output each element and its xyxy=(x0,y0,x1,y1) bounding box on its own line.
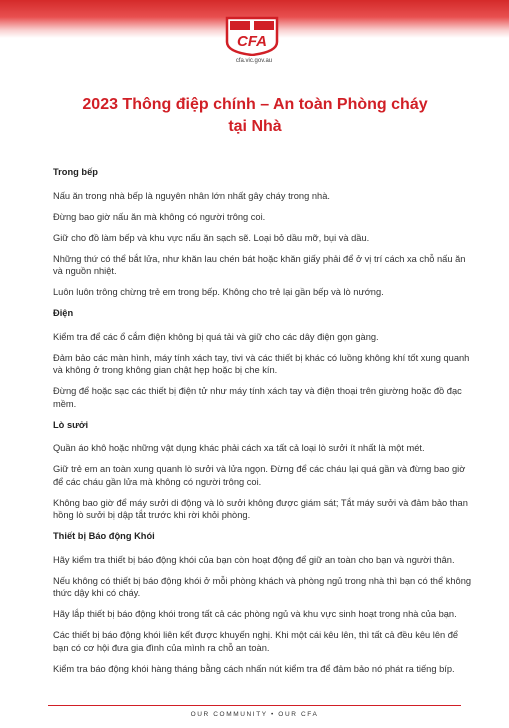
section-heading-electrical: Điện xyxy=(53,308,74,318)
logo-url: cfa.vic.gov.au xyxy=(235,58,273,64)
paragraph: Kiểm tra để các ổ cắm điện không bị quá tải và giữ cho các dây điện gọn gàng. xyxy=(53,331,379,342)
section-heading-kitchen: Trong bếp xyxy=(53,167,98,177)
page-title-line-2: tại Nhà xyxy=(228,118,282,135)
footer-divider xyxy=(48,705,461,706)
document-body xyxy=(53,166,473,684)
paragraph: Đừng để hoặc sạc các thiết bị điện tử như máy tính xách tay và điện thoại trên giường hoặc đồ đạc mềm. xyxy=(53,386,462,409)
cfa-logo-icon xyxy=(225,16,279,56)
paragraph: Giữ cho đồ làm bếp và khu vực nấu ăn sạch sẽ. Loại bỏ dầu mỡ, bụi và dầu. xyxy=(53,232,370,243)
paragraph: Các thiết bị báo động khói liên kết được khuyến nghị. Khi một cái kêu lên, thì tất cả đều kêu lên để bạn có cơ hội đưa gia đình của mình ra chỗ an toàn. xyxy=(53,630,459,653)
paragraph: Nếu không có thiết bị báo động khói ở mỗi phòng khách và phòng ngủ trong nhà thì bạn có thể không thức dậy khi có cháy. xyxy=(53,575,472,598)
page-title xyxy=(40,94,470,138)
paragraph: Những thứ có thể bắt lửa, như khăn lau chén bát hoặc khăn giấy phải để ở vị trí cách xa chỗ nấu ăn và nguồn nhiệt. xyxy=(53,253,466,276)
paragraph: Đừng bao giờ nấu ăn mà không có người trông coi. xyxy=(53,211,266,222)
paragraph: Hãy kiểm tra thiết bị báo động khói của bạn còn hoạt động để giữ an toàn cho bạn và người thân. xyxy=(53,554,455,565)
paragraph: Kiểm tra báo động khói hàng tháng bằng cách nhấn nút kiểm tra để đảm bảo nó phát ra tiếng bíp. xyxy=(53,663,455,674)
paragraph: Quần áo khô hoặc những vật dụng khác phải cách xa tất cả loại lò sưởi ít nhất là một mét. xyxy=(53,443,425,453)
paragraph: Hãy lắp thiết bị báo động khói trong tất cả các phòng ngủ và khu vực sinh hoạt trong nhà của bạn. xyxy=(53,609,457,619)
paragraph: Giữ trẻ em an toàn xung quanh lò sưởi và lửa ngọn. Đừng để các cháu lại quá gần và đừng bao giờ để các cháu gần lửa mà không có người trông coi. xyxy=(53,464,466,487)
footer-tagline: OUR COMMUNITY • OUR CFA xyxy=(190,711,319,718)
paragraph: Luôn luôn trông chừng trẻ em trong bếp. Không cho trẻ lại gần bếp và lò nướng. xyxy=(53,287,384,297)
page-title-line-1: 2023 Thông điệp chính – An toàn Phòng cháy xyxy=(82,96,428,113)
paragraph: Đảm bảo các màn hình, máy tính xách tay, tivi và các thiết bị khác có luồng không khí tốt xung quanh và không ở trong không gian chật hẹp hoặc bị che kín. xyxy=(53,352,470,375)
section-heading-smoke-alarms: Thiết bị Báo động Khói xyxy=(53,531,155,541)
paragraph: Nấu ăn trong nhà bếp là nguyên nhân lớn nhất gây cháy trong nhà. xyxy=(53,190,330,201)
section-heading-heaters: Lò sưởi xyxy=(53,419,89,430)
logo-text: CFA xyxy=(237,33,267,50)
paragraph: Không bao giờ để máy sưởi di động và lò sưởi không được giám sát; Tắt máy sưởi và đảm bảo than hồng lò sưởi bị dập tắt trước khi rời khỏi phòng. xyxy=(53,497,468,520)
